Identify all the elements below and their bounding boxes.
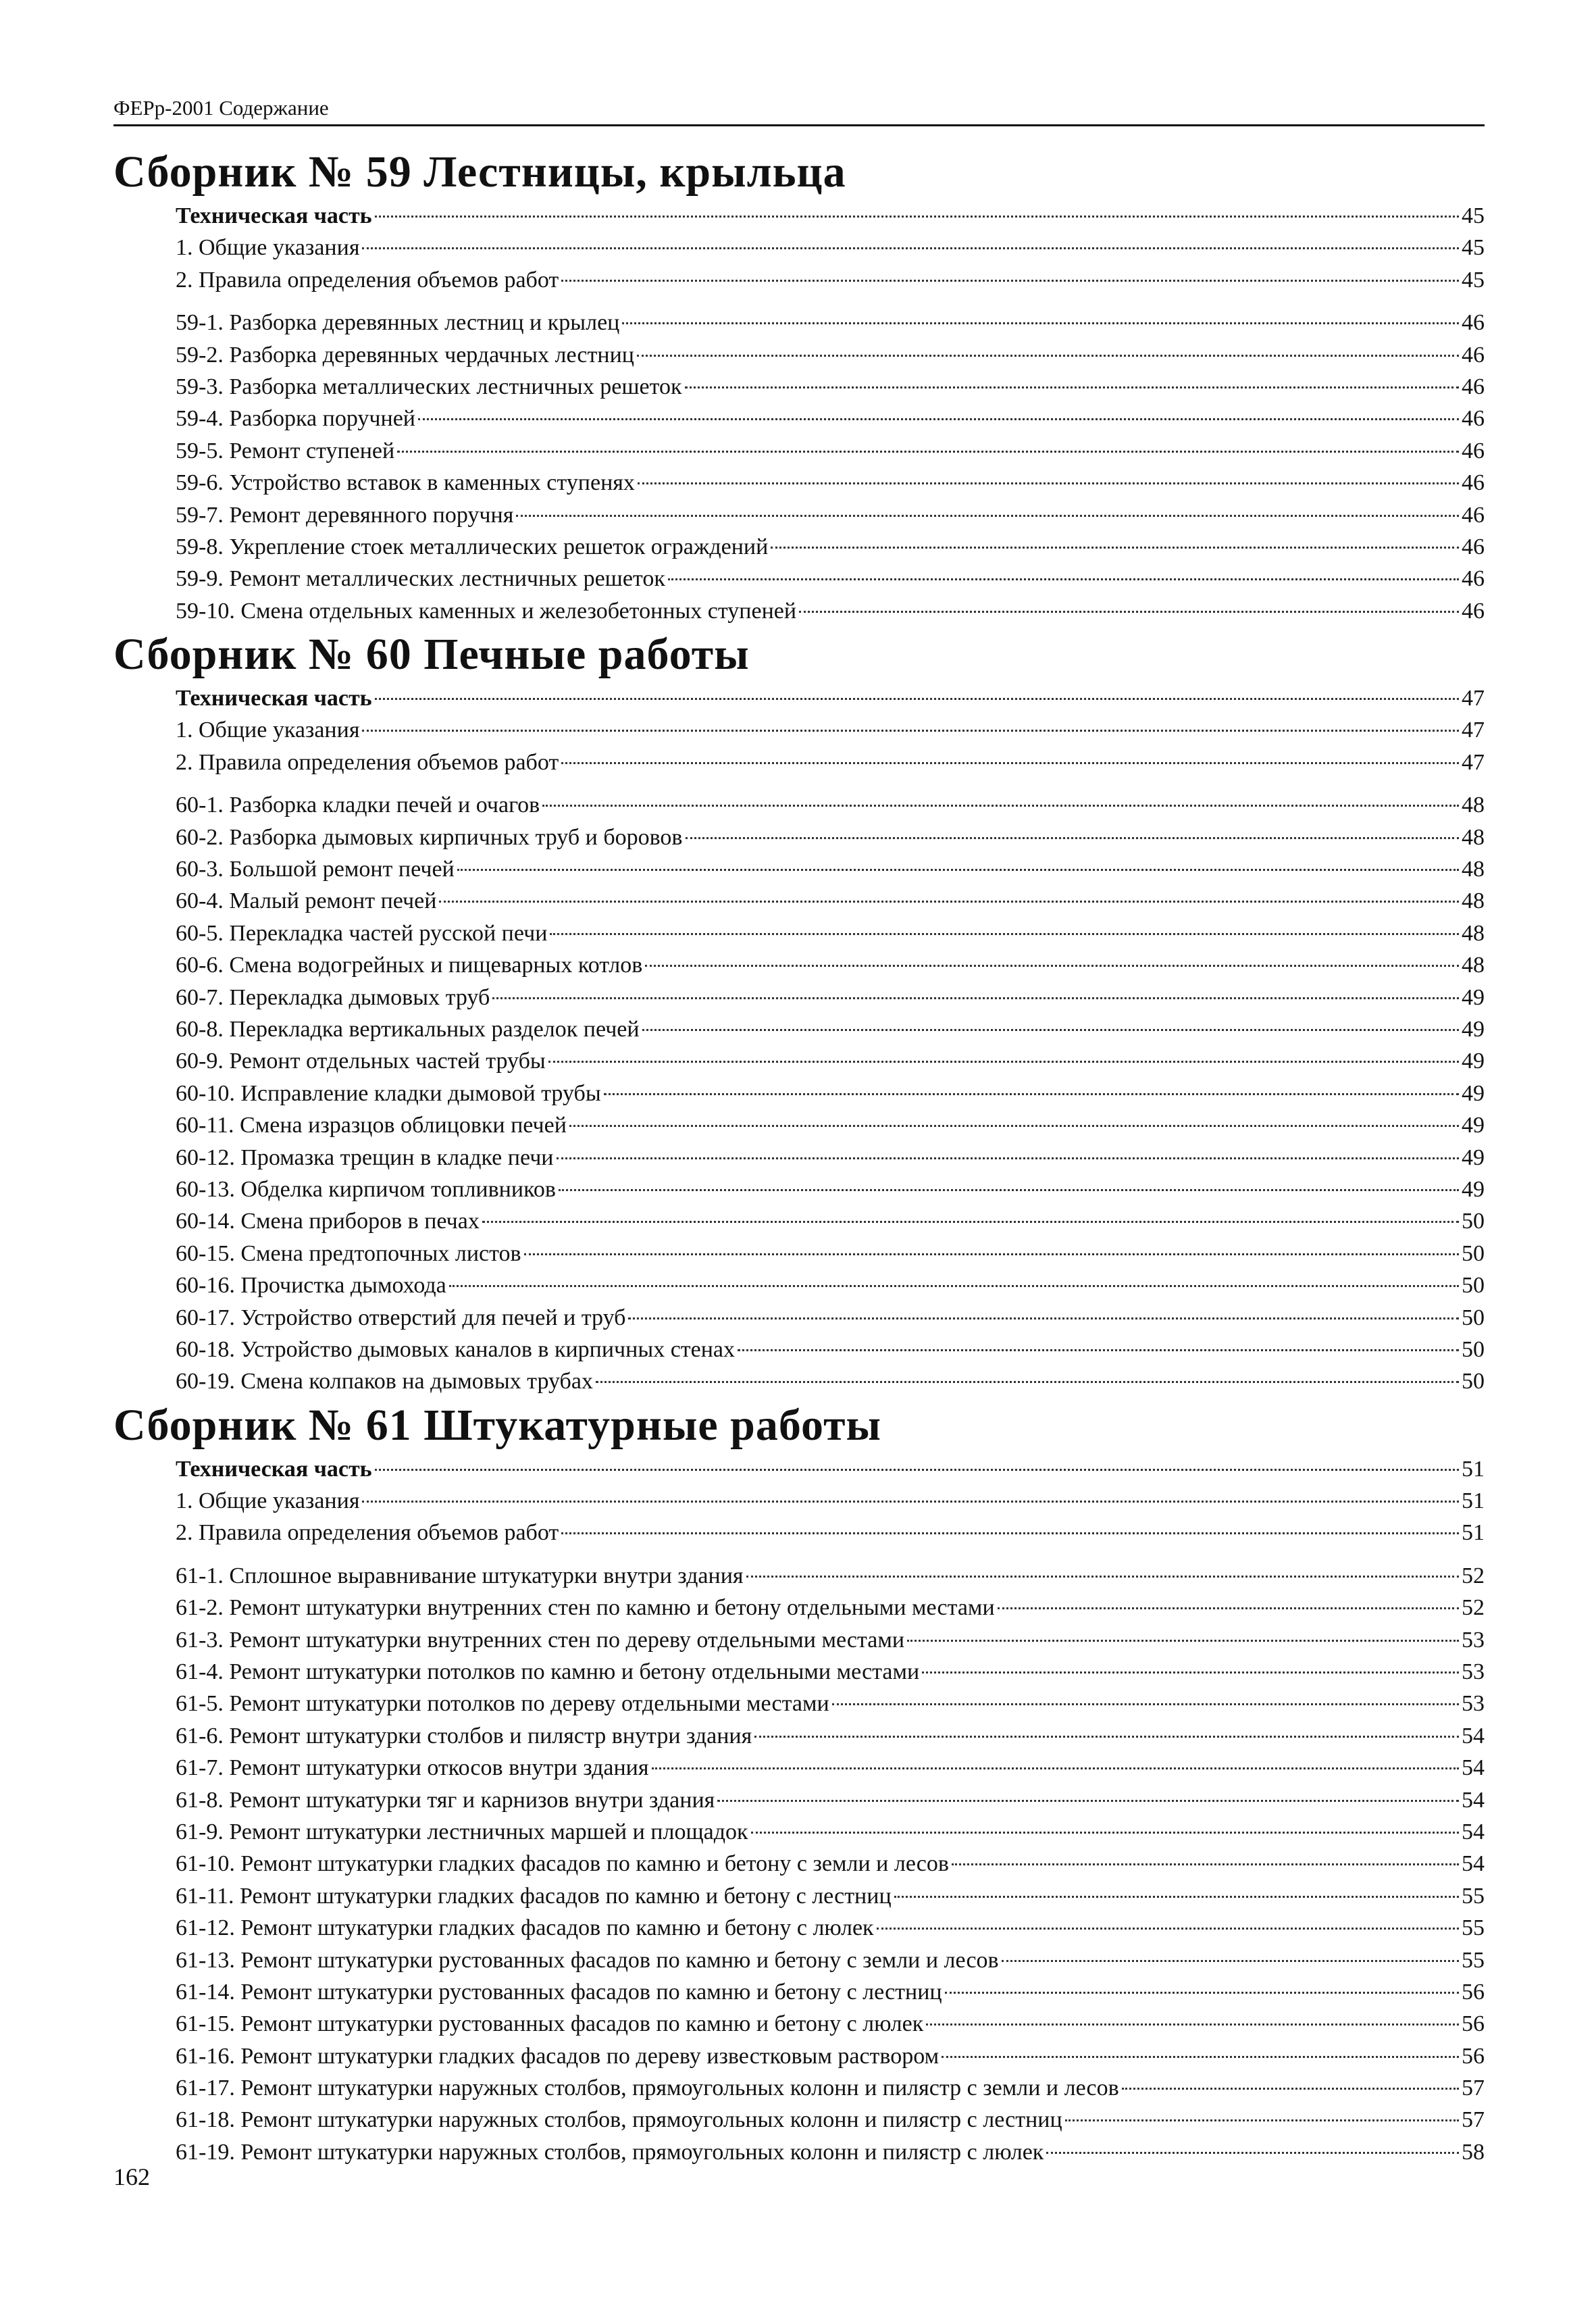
toc-page-number: 46 <box>1462 502 1485 528</box>
toc-entry-row[interactable] <box>176 435 1485 467</box>
toc-page-number: 49 <box>1462 1113 1485 1138</box>
toc-entry-row[interactable] <box>176 1334 1485 1365</box>
toc-page-number: 49 <box>1462 1080 1485 1106</box>
toc-entry-row[interactable] <box>176 371 1485 403</box>
toc-entry-title: Техническая часть <box>176 1456 372 1482</box>
toc-entry-title: 61-7. Ремонт штукатурки откосов внутри здания <box>176 1755 649 1781</box>
dot-leader <box>449 1285 1459 1287</box>
toc-entry-row[interactable] <box>176 917 1485 949</box>
toc-entry-title: 1. Общие указания <box>176 718 360 743</box>
dot-leader <box>550 933 1459 935</box>
toc-entry-title: 61-15. Ремонт штукатурки рустованных фасадов по камню и бетону с люлек <box>176 2011 924 2037</box>
dot-leader <box>642 1029 1459 1031</box>
toc-page-number: 48 <box>1462 953 1485 978</box>
toc-page-number: 46 <box>1462 534 1485 559</box>
dot-leader <box>668 578 1459 580</box>
toc-entry-title: 59-3. Разборка металлических лестничных решеток <box>176 374 682 399</box>
toc-page-number: 49 <box>1462 1016 1485 1042</box>
dot-leader <box>596 1381 1459 1383</box>
toc-entry-title: 61-17. Ремонт штукатурки наружных столбов, прямоугольных колонн и пилястр с земли и лесов <box>176 2076 1119 2101</box>
toc-page-number: 55 <box>1462 1883 1485 1909</box>
dot-leader <box>542 805 1459 807</box>
dot-leader <box>799 611 1459 613</box>
dot-leader <box>362 247 1459 249</box>
toc-intro-row[interactable] <box>176 1485 1485 1517</box>
toc-page-number: 46 <box>1462 598 1485 624</box>
toc-entry-title: 60-16. Прочистка дымохода <box>176 1273 446 1299</box>
toc-page-number: 46 <box>1462 438 1485 463</box>
toc-entry-title: 59-2. Разборка деревянных чердачных лестниц <box>176 342 634 368</box>
dot-leader <box>604 1093 1459 1095</box>
dot-leader <box>945 1992 1459 1994</box>
toc-entry-row[interactable] <box>176 2008 1485 2040</box>
toc-entry-row[interactable] <box>176 1269 1485 1301</box>
section-title: Сборник № 59 Лестницы, крыльца <box>113 147 846 197</box>
toc-entry-title: 2. Правила определения объемов работ <box>176 749 559 775</box>
toc-entry-title: 59-8. Укрепление стоек металлических решеток ограждений <box>176 534 769 559</box>
toc-entry-row[interactable] <box>176 403 1485 434</box>
toc-entry-title: 1. Общие указания <box>176 235 360 261</box>
dot-leader <box>738 1349 1459 1351</box>
toc-page-number: 50 <box>1462 1336 1485 1362</box>
toc-entry-row[interactable] <box>176 2072 1485 2104</box>
toc-entry-row[interactable] <box>176 1142 1485 1174</box>
toc-entry-title: 60-1. Разборка кладки печей и очагов <box>176 793 540 818</box>
dot-leader <box>561 762 1459 764</box>
dot-leader <box>439 901 1459 903</box>
toc-page-number: 45 <box>1462 203 1485 228</box>
dot-leader <box>375 1469 1459 1471</box>
dot-leader <box>397 451 1459 453</box>
toc-entry-row[interactable] <box>176 1848 1485 1880</box>
toc-entry-title: Техническая часть <box>176 203 372 228</box>
toc-page-number: 48 <box>1462 920 1485 946</box>
toc-page-number: 47 <box>1462 718 1485 743</box>
dot-leader <box>362 1501 1459 1503</box>
toc-entry-row[interactable] <box>176 885 1485 917</box>
dot-leader <box>746 1576 1459 1578</box>
toc-entry-row[interactable] <box>176 1560 1485 1592</box>
toc-entry-title: 61-12. Ремонт штукатурки гладких фасадов по камню и бетону с люлек <box>176 1915 874 1941</box>
toc-page-number: 46 <box>1462 470 1485 496</box>
toc-entry-title: 60-17. Устройство отверстий для печей и труб <box>176 1305 626 1330</box>
toc-page-number: 47 <box>1462 686 1485 711</box>
dot-leader <box>557 1157 1460 1159</box>
toc-page-number: 51 <box>1462 1456 1485 1482</box>
toc-page-number: 50 <box>1462 1209 1485 1234</box>
toc-page-number: 50 <box>1462 1369 1485 1394</box>
toc-entry-title: 61-4. Ремонт штукатурки потолков по камню и бетону отдельными местами <box>176 1659 920 1685</box>
toc-intro-row[interactable] <box>176 1453 1485 1485</box>
toc-entry-row[interactable] <box>176 1720 1485 1752</box>
dot-leader <box>457 869 1459 871</box>
toc-entry-row[interactable] <box>176 499 1485 531</box>
toc-entry-title: 60-11. Смена изразцов облицовки печей <box>176 1113 567 1138</box>
toc-entry-title: 61-13. Ремонт штукатурки рустованных фасадов по камню и бетону с земли и лесов <box>176 1947 999 1973</box>
dot-leader <box>524 1253 1459 1255</box>
toc-entry-title: 61-2. Ремонт штукатурки внутренних стен по камню и бетону отдельными местами <box>176 1595 995 1621</box>
toc-page-number: 54 <box>1462 1755 1485 1781</box>
section-title: Сборник № 61 Штукатурные работы <box>113 1400 882 1450</box>
toc-page-number: 53 <box>1462 1627 1485 1653</box>
toc-page-number: 54 <box>1462 1819 1485 1844</box>
toc-page-number: 58 <box>1462 2139 1485 2165</box>
toc-entry-title: 61-9. Ремонт штукатурки лестничных маршей и площадок <box>176 1819 748 1844</box>
toc-entry-title: 60-10. Исправление кладки дымовой трубы <box>176 1080 601 1106</box>
toc-page-number: 57 <box>1462 2076 1485 2101</box>
toc-entry-row[interactable] <box>176 531 1485 563</box>
toc-entry-title: 59-4. Разборка поручней <box>176 406 415 432</box>
toc-entry-row[interactable] <box>176 1912 1485 1944</box>
toc-entry-row[interactable] <box>176 1238 1485 1269</box>
toc-entry-row[interactable] <box>176 982 1485 1013</box>
toc-entry-title: 61-14. Ремонт штукатурки рустованных фасадов по камню и бетону с лестниц <box>176 1979 942 2005</box>
dot-leader <box>375 216 1459 218</box>
dot-leader <box>375 698 1459 700</box>
toc-page-number: 56 <box>1462 1979 1485 2005</box>
dot-leader <box>362 730 1459 732</box>
toc-entry-row[interactable] <box>176 1688 1485 1719</box>
toc-page-number: 45 <box>1462 267 1485 293</box>
toc-entry-title: 1. Общие указания <box>176 1488 360 1514</box>
toc-page-number: 56 <box>1462 2043 1485 2069</box>
toc-page-number: 46 <box>1462 566 1485 592</box>
toc-entry-title: 59-6. Устройство вставок в каменных ступенях <box>176 470 635 496</box>
toc-entry-row[interactable] <box>176 1752 1485 1784</box>
dot-leader <box>894 1896 1459 1898</box>
toc-page-number: 53 <box>1462 1691 1485 1717</box>
toc-page-number: 46 <box>1462 310 1485 336</box>
toc-entry-row[interactable] <box>176 1302 1485 1334</box>
toc-entry-title: 61-16. Ремонт штукатурки гладких фасадов по дереву известковым раствором <box>176 2043 939 2069</box>
toc-page-number: 50 <box>1462 1305 1485 1330</box>
toc-entry-title: 60-15. Смена предтопочных листов <box>176 1240 521 1266</box>
toc-entry-row[interactable] <box>176 1013 1485 1045</box>
toc-entry-row[interactable] <box>176 1045 1485 1077</box>
toc-page-number: 53 <box>1462 1659 1485 1685</box>
toc-entry-row[interactable] <box>176 1976 1485 2008</box>
dot-leader <box>771 547 1459 549</box>
toc-entry-title: 59-5. Ремонт ступеней <box>176 438 395 463</box>
dot-leader <box>637 355 1459 357</box>
toc-intro-row[interactable] <box>176 682 1485 714</box>
dot-leader <box>685 386 1459 388</box>
toc-intro-row[interactable] <box>176 747 1485 778</box>
toc-entry-row[interactable] <box>176 1078 1485 1109</box>
toc-entry-row[interactable] <box>176 853 1485 885</box>
toc-page-number: 48 <box>1462 824 1485 850</box>
toc-entry-title: 61-6. Ремонт штукатурки столбов и пилястр внутри здания <box>176 1723 752 1749</box>
dot-leader <box>561 1532 1459 1534</box>
toc-entry-row[interactable] <box>176 949 1485 981</box>
toc-intro-row[interactable] <box>176 200 1485 232</box>
dot-leader <box>638 482 1459 484</box>
toc-entry-title: 2. Правила определения объемов работ <box>176 267 559 293</box>
toc-entry-title: 60-14. Смена приборов в печах <box>176 1209 480 1234</box>
toc-entry-title: 60-7. Перекладка дымовых труб <box>176 984 490 1010</box>
dot-leader <box>418 418 1459 420</box>
toc-entry-row[interactable] <box>176 1365 1485 1397</box>
toc-entry-row[interactable] <box>176 595 1485 627</box>
dot-leader <box>482 1221 1459 1223</box>
toc-entry-title: 61-3. Ремонт штукатурки внутренних стен по дереву отдельными местами <box>176 1627 905 1653</box>
toc-page-number: 48 <box>1462 888 1485 914</box>
toc-page-number: 50 <box>1462 1240 1485 1266</box>
toc-entry-title: 61-11. Ремонт штукатурки гладких фасадов по камню и бетону с лестниц <box>176 1883 892 1909</box>
dot-leader <box>754 1736 1459 1738</box>
toc-entry-title: 61-19. Ремонт штукатурки наружных столбов, прямоугольных колонн и пилястр с люлек <box>176 2139 1044 2165</box>
toc-page-number: 51 <box>1462 1520 1485 1546</box>
toc-entry-title: 60-9. Ремонт отдельных частей трубы <box>176 1049 546 1074</box>
toc-entry-row[interactable] <box>176 822 1485 853</box>
toc-entry-row[interactable] <box>176 2104 1485 2136</box>
toc-entry-row[interactable] <box>176 1624 1485 1656</box>
dot-leader <box>832 1703 1459 1705</box>
toc-entry-title: 61-18. Ремонт штукатурки наружных столбов, прямоугольных колонн и пилястр с лестниц <box>176 2107 1062 2133</box>
toc-entry-title: 60-13. Обделка кирпичом топливников <box>176 1176 556 1202</box>
toc-entry-row[interactable] <box>176 307 1485 338</box>
dot-leader <box>548 1061 1459 1063</box>
toc-entry-row[interactable] <box>176 1784 1485 1816</box>
toc-entry-row[interactable] <box>176 1944 1485 1976</box>
toc-page-number: 56 <box>1462 2011 1485 2037</box>
toc-page-number: 48 <box>1462 857 1485 882</box>
toc-page-number: 50 <box>1462 1273 1485 1299</box>
toc-page-number: 55 <box>1462 1915 1485 1941</box>
toc-page-number: 54 <box>1462 1851 1485 1877</box>
dot-leader <box>1122 2088 1459 2090</box>
dot-leader <box>907 1640 1459 1642</box>
page-number: 162 <box>113 2163 150 2190</box>
toc-entry-title: 59-10. Смена отдельных каменных и железобетонных ступеней <box>176 598 797 624</box>
dot-leader <box>516 515 1459 517</box>
toc-entry-row[interactable] <box>176 1109 1485 1141</box>
toc-entry-title: 61-10. Ремонт штукатурки гладких фасадов по камню и бетону с земли и лесов <box>176 1851 949 1877</box>
toc-page-number: 49 <box>1462 1176 1485 1202</box>
dot-leader <box>628 1317 1459 1319</box>
toc-entry-row[interactable] <box>176 467 1485 499</box>
toc-entry-row[interactable] <box>176 2136 1485 2168</box>
dot-leader <box>922 1671 1459 1674</box>
section-title: Сборник № 60 Печные работы <box>113 630 750 680</box>
dot-leader <box>1065 2119 1459 2121</box>
dot-leader <box>751 1832 1459 1834</box>
toc-entry-title: 59-1. Разборка деревянных лестниц и крылец <box>176 310 620 336</box>
toc-intro-row[interactable] <box>176 1517 1485 1549</box>
table-of-contents <box>113 145 1485 2168</box>
toc-entry-row[interactable] <box>176 789 1485 821</box>
toc-entry-row[interactable] <box>176 563 1485 595</box>
toc-entry-title: 61-8. Ремонт штукатурки тяг и карнизов внутри здания <box>176 1787 715 1813</box>
dot-leader <box>561 280 1459 282</box>
dot-leader <box>652 1767 1459 1769</box>
toc-entry-row[interactable] <box>176 1205 1485 1237</box>
toc-intro-row[interactable] <box>176 264 1485 296</box>
dot-leader <box>492 997 1459 999</box>
dot-leader <box>717 1800 1459 1802</box>
toc-entry-title: 60-3. Большой ремонт печей <box>176 857 455 882</box>
dot-leader <box>1046 2152 1459 2154</box>
toc-entry-title: 2. Правила определения объемов работ <box>176 1520 559 1546</box>
toc-page-number: 52 <box>1462 1595 1485 1621</box>
toc-page-number: 49 <box>1462 1049 1485 1074</box>
running-header: ФЕРр-2001 Содержание <box>113 95 1485 126</box>
toc-entry-title: 60-8. Перекладка вертикальных разделок печей <box>176 1016 640 1042</box>
toc-entry-row[interactable] <box>176 1174 1485 1205</box>
toc-entry-title: 61-1. Сплошное выравнивание штукатурки внутри здания <box>176 1563 744 1588</box>
toc-entry-row[interactable] <box>176 339 1485 371</box>
toc-page-number: 48 <box>1462 793 1485 818</box>
toc-page-number: 55 <box>1462 1947 1485 1973</box>
toc-page-number: 49 <box>1462 1145 1485 1170</box>
toc-entry-row[interactable] <box>176 1816 1485 1848</box>
toc-page-number: 54 <box>1462 1723 1485 1749</box>
toc-entry-title: 59-7. Ремонт деревянного поручня <box>176 502 514 528</box>
dot-leader <box>645 965 1459 967</box>
dot-leader <box>926 2023 1459 2026</box>
toc-entry-title: 60-5. Перекладка частей русской печи <box>176 920 548 946</box>
toc-page-number: 57 <box>1462 2107 1485 2133</box>
dot-leader <box>622 322 1459 324</box>
toc-page-number: 52 <box>1462 1563 1485 1588</box>
toc-page-number: 54 <box>1462 1787 1485 1813</box>
toc-intro-row[interactable] <box>176 232 1485 263</box>
toc-page-number: 45 <box>1462 235 1485 261</box>
toc-entry-title: 60-4. Малый ремонт печей <box>176 888 437 914</box>
toc-page-number: 46 <box>1462 374 1485 399</box>
toc-entry-title: 60-12. Промазка трещин в кладке печи <box>176 1145 554 1170</box>
toc-entry-title: 60-2. Разборка дымовых кирпичных труб и боровов <box>176 824 683 850</box>
toc-entry-title: 60-18. Устройство дымовых каналов в кирпичных стенах <box>176 1336 736 1362</box>
toc-entry-title: 60-19. Смена колпаков на дымовых трубах <box>176 1369 593 1394</box>
toc-entry-row[interactable] <box>176 1656 1485 1688</box>
toc-page-number: 47 <box>1462 749 1485 775</box>
toc-page-number: 51 <box>1462 1488 1485 1514</box>
toc-entry-row[interactable] <box>176 1592 1485 1624</box>
dot-leader <box>877 1928 1459 1930</box>
toc-entry-row[interactable] <box>176 1880 1485 1912</box>
dot-leader <box>1002 1960 1459 1962</box>
toc-entry-title: 59-9. Ремонт металлических лестничных решеток <box>176 566 665 592</box>
dot-leader <box>952 1863 1459 1865</box>
toc-entry-title: 60-6. Смена водогрейных и пищеварных котлов <box>176 953 643 978</box>
toc-page-number: 49 <box>1462 984 1485 1010</box>
toc-entry-title: 61-5. Ремонт штукатурки потолков по дереву отдельными местами <box>176 1691 829 1717</box>
dot-leader <box>686 837 1460 839</box>
toc-entry-title: Техническая часть <box>176 686 372 711</box>
toc-intro-row[interactable] <box>176 714 1485 746</box>
dot-leader <box>998 1607 1459 1609</box>
toc-entry-row[interactable] <box>176 2040 1485 2072</box>
dot-leader <box>569 1125 1459 1127</box>
dot-leader <box>559 1189 1459 1191</box>
toc-page-number: 46 <box>1462 406 1485 432</box>
dot-leader <box>942 2056 1459 2058</box>
toc-page-number: 46 <box>1462 342 1485 368</box>
